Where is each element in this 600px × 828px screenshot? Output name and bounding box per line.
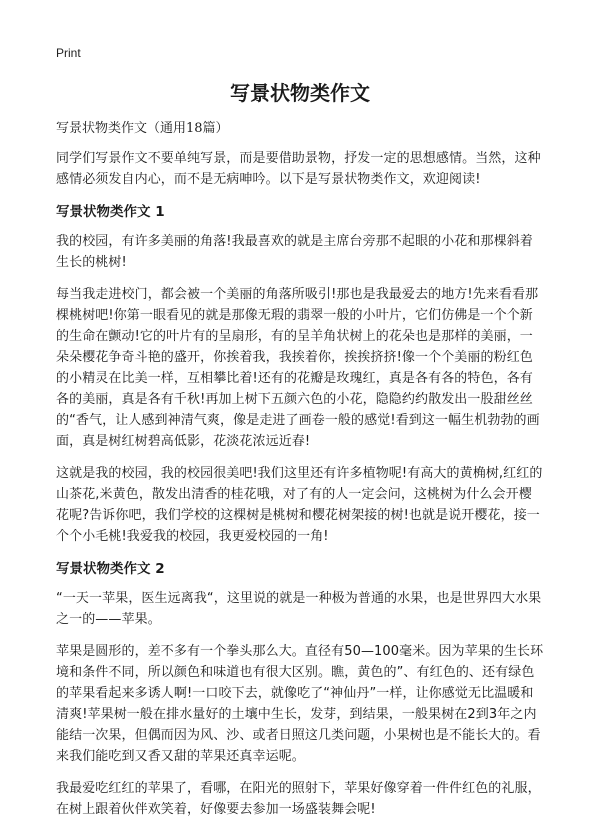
intro-paragraph: 同学们写景作文不要单纯写景，而是要借助景物，抒发一定的思想感情。当然，这种感情必须发自内心，而不是无病呻吟。以下是写景状物类作文，欢迎阅读!: [56, 151, 541, 187]
section-2-heading: 写景状物类作文 2: [56, 561, 165, 577]
document-title: 写景状物类作文: [230, 81, 370, 105]
section-1-paragraph-2: 每当我走进校门，都会被一个美丽的角落所吸引!那也是我最爱去的地方!先来看看那棵桃树吧!你第一眼看见的就是那像无瑕的翡翠一般的小叶片，它们仿佛是一个个新的生命在颤动!它的叶片有的呈扇形，有的呈羊角状树上的花朵也是那样的美丽，一朵朵樱花争奇斗艳的盛开，你挨着我，我挨着你，挨挨挤挤!像一个个美丽的粉红色的小精灵在比美一样，互相攀比着!还有的花瓣是玫瑰红，真是各有各的特色，各有各的美丽，真是各有千秋!再加上树下五颜六色的小花，隐隐约约散发出一股甜丝丝的“香气，让人感到神清气爽，像是走进了画卷一般的感觉!看到这一幅生机勃勃的画面，真是树红树碧高低影，花淡花浓远近春!: [56, 287, 540, 449]
section-1-paragraph-3: 这就是我的校园，我的校园很美吧!我们这里还有许多植物呢!有高大的黄桷树,红红的山茶花,米黄色，散发出清香的桂花哦，对了有的人一定会问，这桃树为什么会开樱花呢?告诉你吧，我们学校的这棵树是桃树和樱花树架接的树!也就是说开樱花，接一个个小毛桃!我爱我的校园，我更爱校园的一角!: [56, 466, 543, 544]
section-2-paragraph-3: 我最爱吃红红的苹果了，看哪，在阳光的照射下，苹果好像穿着一件件红色的礼服，在树上跟着伙伴欢笑着，好像要去参加一场盛装舞会呢!: [56, 781, 541, 817]
document-subtitle: 写景状物类作文（通用18篇）: [56, 121, 229, 136]
section-2-paragraph-1: “一天一苹果，医生远离我“，这里说的就是一种极为普通的水果，也是世界四大水果之一的——苹果。: [56, 591, 542, 627]
section-2-paragraph-2: 苹果是圆形的，差不多有一个拳头那么大。直径有50—100毫米。因为苹果的生长环境和条件不同，所以颜色和味道也有很大区别。瞧，黄色的”、有红色的、还有绿色的苹果看起来多诱人啊!一口咬下去，就像吃了“神仙丹”一样，让你感觉无比温暖和清爽!苹果树一般在排水量好的土壤中生长，发芽，到结果，一般果树在2到3年之内能结一次果，但偶而因为风、沙、或者日照这几类问题，小果树也是不能长大的。看来我们能吃到又香又甜的苹果还真幸运呢。: [56, 644, 544, 764]
section-1-paragraph-1: 我的校园，有许多美丽的角落!我最喜欢的就是主席台旁那不起眼的小花和那棵斜着生长的桃树!: [56, 234, 533, 270]
section-1-heading: 写景状物类作文 1: [56, 204, 165, 220]
print-label: Print: [56, 46, 81, 60]
